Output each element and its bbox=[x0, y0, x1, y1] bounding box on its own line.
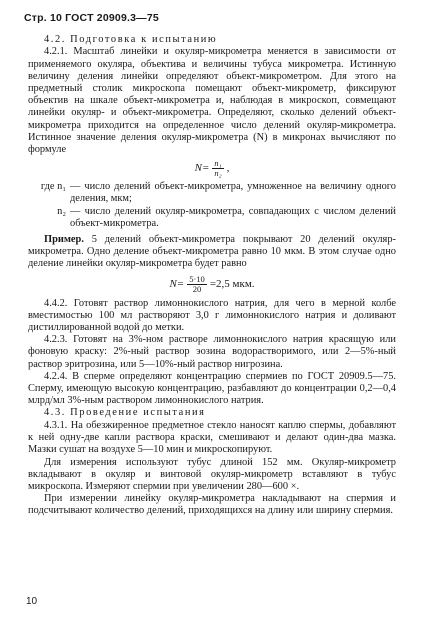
formula-n-fraction bbox=[212, 159, 223, 178]
definition-n1-symbol bbox=[28, 181, 70, 205]
definition-n2-text: — число делений окуляр-микрометра, совпадающих с числом делений объект-микрометра. bbox=[70, 205, 396, 229]
formula-n-lhs: N= bbox=[194, 162, 210, 175]
section-heading-4-2-text: 4.2. Подготовка к испытанию bbox=[44, 34, 218, 45]
formula-example-lhs: N= bbox=[169, 277, 185, 290]
n1-symbol: n₁ bbox=[57, 181, 66, 193]
page-header: Стр. 10 ГОСТ 20909.3—75 bbox=[24, 12, 159, 24]
paragraph-4-2-3: 4.2.3. Готовят на 3%-ном растворе лимоннокислого натрия красящую или фоновую краску: 2%-ный раствор эозина водорастворимого, или 2—5%-ный раствор эритрозина, или 5—10%-ный раствор нигрозина. bbox=[28, 334, 396, 370]
section-heading-4-3-text: 4.3. Проведение испытания bbox=[44, 407, 206, 419]
formula-n-denominator: n₂ bbox=[214, 168, 222, 179]
definition-n1-text: — число делений объект-микрометра, умноженное на величину одного деления, мкм; bbox=[70, 181, 396, 205]
formula-n-end: , bbox=[226, 162, 230, 175]
page-number: 10 bbox=[26, 596, 38, 607]
formula-example bbox=[28, 275, 396, 294]
formula-example-denominator: 20 bbox=[192, 283, 202, 294]
paragraph-4-4-2: 4.4.2. Готовят раствор лимоннокислого натрия, для чего в мерной колбе вместимостью 100 мл растворяют 3,0 г лимоннокислого натрия и доливают дистиллированной водой до метки. bbox=[28, 297, 396, 334]
definitions bbox=[28, 181, 396, 230]
paragraph-4-2-1: 4.2.1. Масштаб линейки и окуляр-микрометра меняется в зависимости от применяемого окуляра, объектива и величины тубуса микрометра. Истинную величину деления линейки определяют объект-микрометром. Для этого на предметный столик микроскопа помещают объект-микрометр, фиксируют объектив на шкале объект-микрометра и, наблюдая в микроскоп, совмещают линейки окуляр- и объект-микрометра. Определяют, сколько делений объект-микрометра приходится на определенное число делений окуляр-микрометра. Истинное значение деления окуляр-микрометра (N) в микронах вычисляют по формуле bbox=[28, 46, 396, 156]
example-label: Пример. bbox=[44, 234, 84, 246]
paragraph-4-2-4: 4.2.4. В сперме определяют концентрацию спермиев по ГОСТ 20909.5—75. Сперму, имеющую высокую концентрацию, разбавляют до концентрации 0,2—0,4 млрд/мл 3%-ным раствором лимоннокислого натрия. bbox=[28, 370, 396, 407]
paragraph-4-3-1: 4.3.1. На обезжиренное предметное стекло наносят каплю спермы, добавляют к ней одну-две капли раствора краски, смешивают и делают один-два мазка. Мазки сушат на воздухе 5—10 мин и микроскопируют. bbox=[28, 419, 396, 456]
formula-n-numerator: n₁ bbox=[214, 158, 222, 169]
formula-example-fraction bbox=[187, 275, 207, 294]
formula-example-rhs: =2,5 мкм. bbox=[209, 277, 255, 290]
paragraph-final: При измерении линейку окуляр-микрометра накладывают на спермия и подсчитывают количество делений, приходящихся на длину или ширину спермия. bbox=[28, 493, 396, 517]
formula-example-numerator: 5·10 bbox=[189, 273, 205, 284]
paragraph-measure: Для измерения используют тубус длиной 152 мм. Окуляр-микрометр вкладывают в окуляр и винтовой окуляр-микрометр вставляют в тубус микроскопа. Измеряют спермии при увеличении 280—600 ×. bbox=[28, 456, 396, 492]
definition-n1 bbox=[28, 181, 396, 205]
section-heading-4-3 bbox=[28, 407, 396, 419]
definition-n2-symbol: n₂ bbox=[57, 205, 66, 217]
example-paragraph bbox=[28, 234, 396, 271]
section-heading-4-2 bbox=[28, 34, 396, 46]
definition-n2 bbox=[28, 206, 396, 230]
where-word: где bbox=[40, 181, 55, 193]
formula-n bbox=[28, 159, 396, 178]
example-text: 5 делений объект-микрометра покрывают 20 делений окуляр-микрометра. Одно деление объект-микрометра равно 10 мкм. В этом случае одно деление линейки окуляр-микрометра будет равно bbox=[28, 234, 396, 270]
